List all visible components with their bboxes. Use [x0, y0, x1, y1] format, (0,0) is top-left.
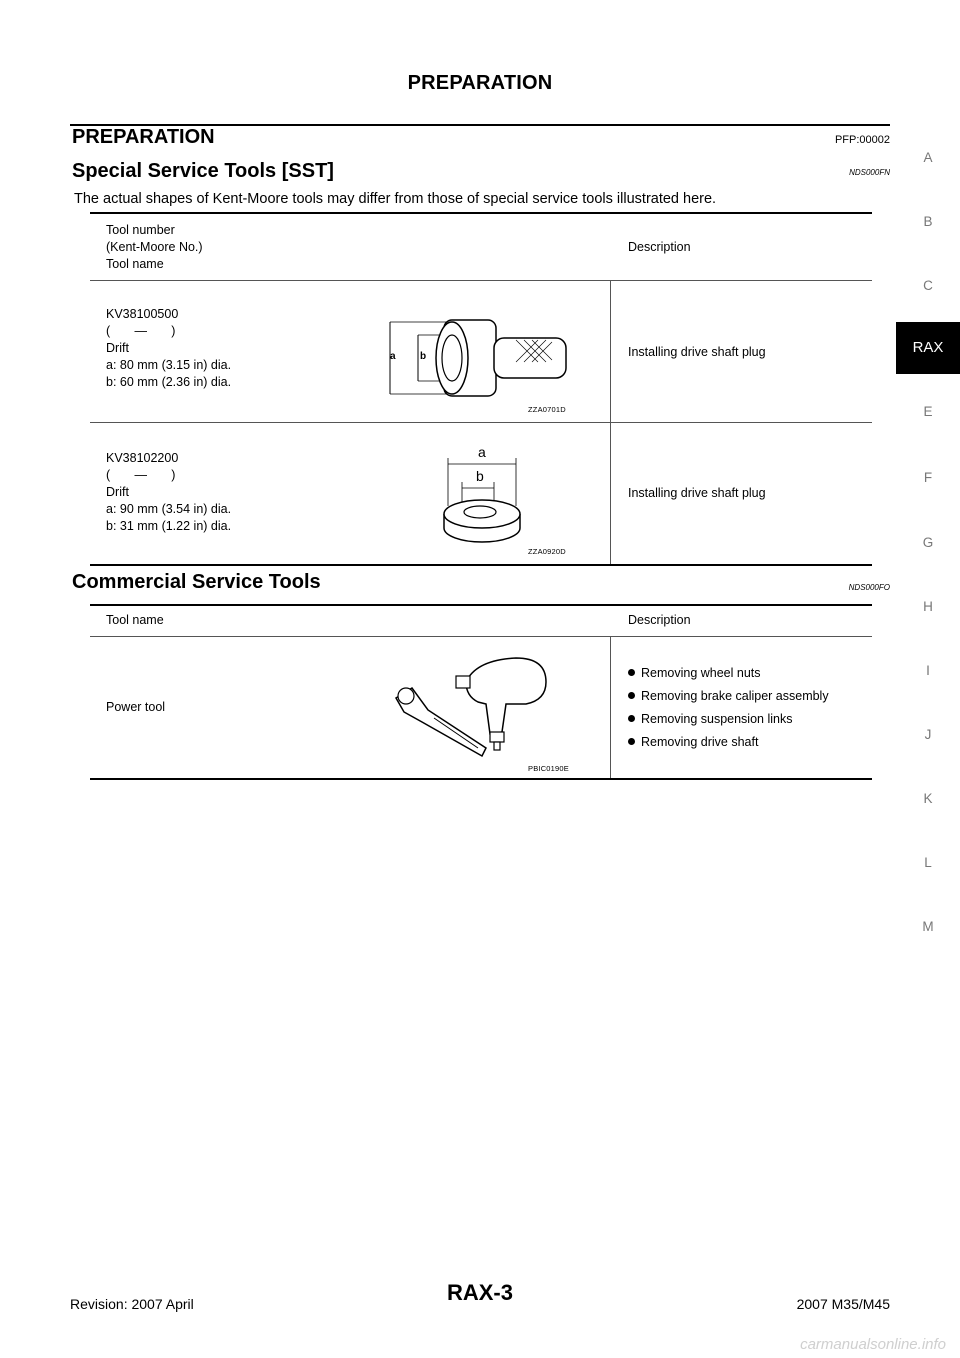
table-rule [90, 422, 872, 423]
side-index-letter[interactable]: H [923, 599, 933, 614]
col-header-tool: Tool number (Kent-Moore No.) Tool name [106, 223, 203, 271]
col-header-tool: Tool name [106, 613, 164, 627]
side-index-letter[interactable]: M [922, 919, 934, 934]
col-header-description: Description [628, 240, 691, 254]
side-index-letter[interactable]: L [924, 855, 932, 870]
table-row-tool: KV38102200 ( — ) Drift a: 90 mm (3.54 in) dia. b: 31 mm (1.22 in) dia. [106, 451, 232, 533]
bullet-icon [628, 715, 635, 722]
side-index-letter[interactable]: K [923, 791, 933, 806]
power-tool-illustration [386, 652, 566, 764]
table-rule [90, 280, 872, 281]
side-index-active-tab[interactable]: RAX [896, 322, 960, 374]
pfp-code: PFP:00002 [834, 134, 890, 146]
column-divider [610, 280, 611, 566]
dimension-label-a: a [478, 444, 486, 460]
list-item: Removing brake caliper assembly [628, 687, 829, 710]
section-title: PREPARATION [72, 126, 215, 148]
side-index-letter[interactable]: B [923, 214, 933, 229]
commercial-ref-code: NDS000FO [848, 583, 890, 592]
dimension-label-b: b [420, 351, 427, 362]
side-index-letter[interactable]: I [926, 663, 930, 678]
table-row-tool: KV38100500 ( — ) Drift a: 80 mm (3.15 in) dia. b: 60 mm (2.36 in) dia. [106, 307, 232, 389]
drift-illustration-1 [386, 312, 586, 404]
footer-revision: Revision: 2007 April [70, 1296, 194, 1312]
sst-intro-text: The actual shapes of Kent-Moore tools may differ from those of special service tools illustrated here. [74, 191, 717, 207]
image-code: PBIC0190E [528, 764, 569, 773]
side-index-letter[interactable]: F [923, 470, 933, 485]
image-code: ZZA0701D [528, 405, 566, 414]
list-item: Removing wheel nuts [628, 664, 829, 687]
table-rule [90, 636, 872, 637]
side-index-letter[interactable]: G [922, 535, 934, 550]
watermark: carmanualsonline.info [800, 1336, 946, 1353]
sst-table [90, 212, 872, 568]
side-index-letter[interactable]: J [924, 727, 932, 742]
table-row-description: Installing drive shaft plug [628, 486, 766, 500]
list-item: Removing drive shaft [628, 733, 829, 756]
table-row-description: Installing drive shaft plug [628, 345, 766, 359]
col-header-description: Description [628, 613, 691, 627]
table-rule [90, 778, 872, 780]
footer-page-number: RAX-3 [446, 1280, 513, 1305]
column-divider [610, 636, 611, 778]
commercial-title: Commercial Service Tools [72, 571, 321, 593]
bullet-list [628, 664, 829, 756]
bullet-icon [628, 692, 635, 699]
dimension-label-a: a [390, 351, 396, 362]
side-index-letter[interactable]: C [923, 278, 933, 293]
table-rule [90, 564, 872, 566]
dimension-label-b: b [476, 468, 484, 484]
table-rule [90, 604, 872, 606]
running-header: PREPARATION [407, 72, 553, 94]
sst-title: Special Service Tools [SST] [72, 160, 334, 182]
table-rule [90, 212, 872, 214]
bullet-icon [628, 738, 635, 745]
side-index-letter[interactable]: A [923, 150, 933, 165]
footer-model: 2007 M35/M45 [796, 1296, 890, 1312]
list-item: Removing suspension links [628, 710, 829, 733]
table-row-tool: Power tool [106, 700, 166, 714]
sst-ref-code: NDS000FN [849, 168, 890, 177]
side-index-letter[interactable]: E [923, 404, 933, 419]
bullet-icon [628, 669, 635, 676]
image-code: ZZA0920D [528, 547, 566, 556]
